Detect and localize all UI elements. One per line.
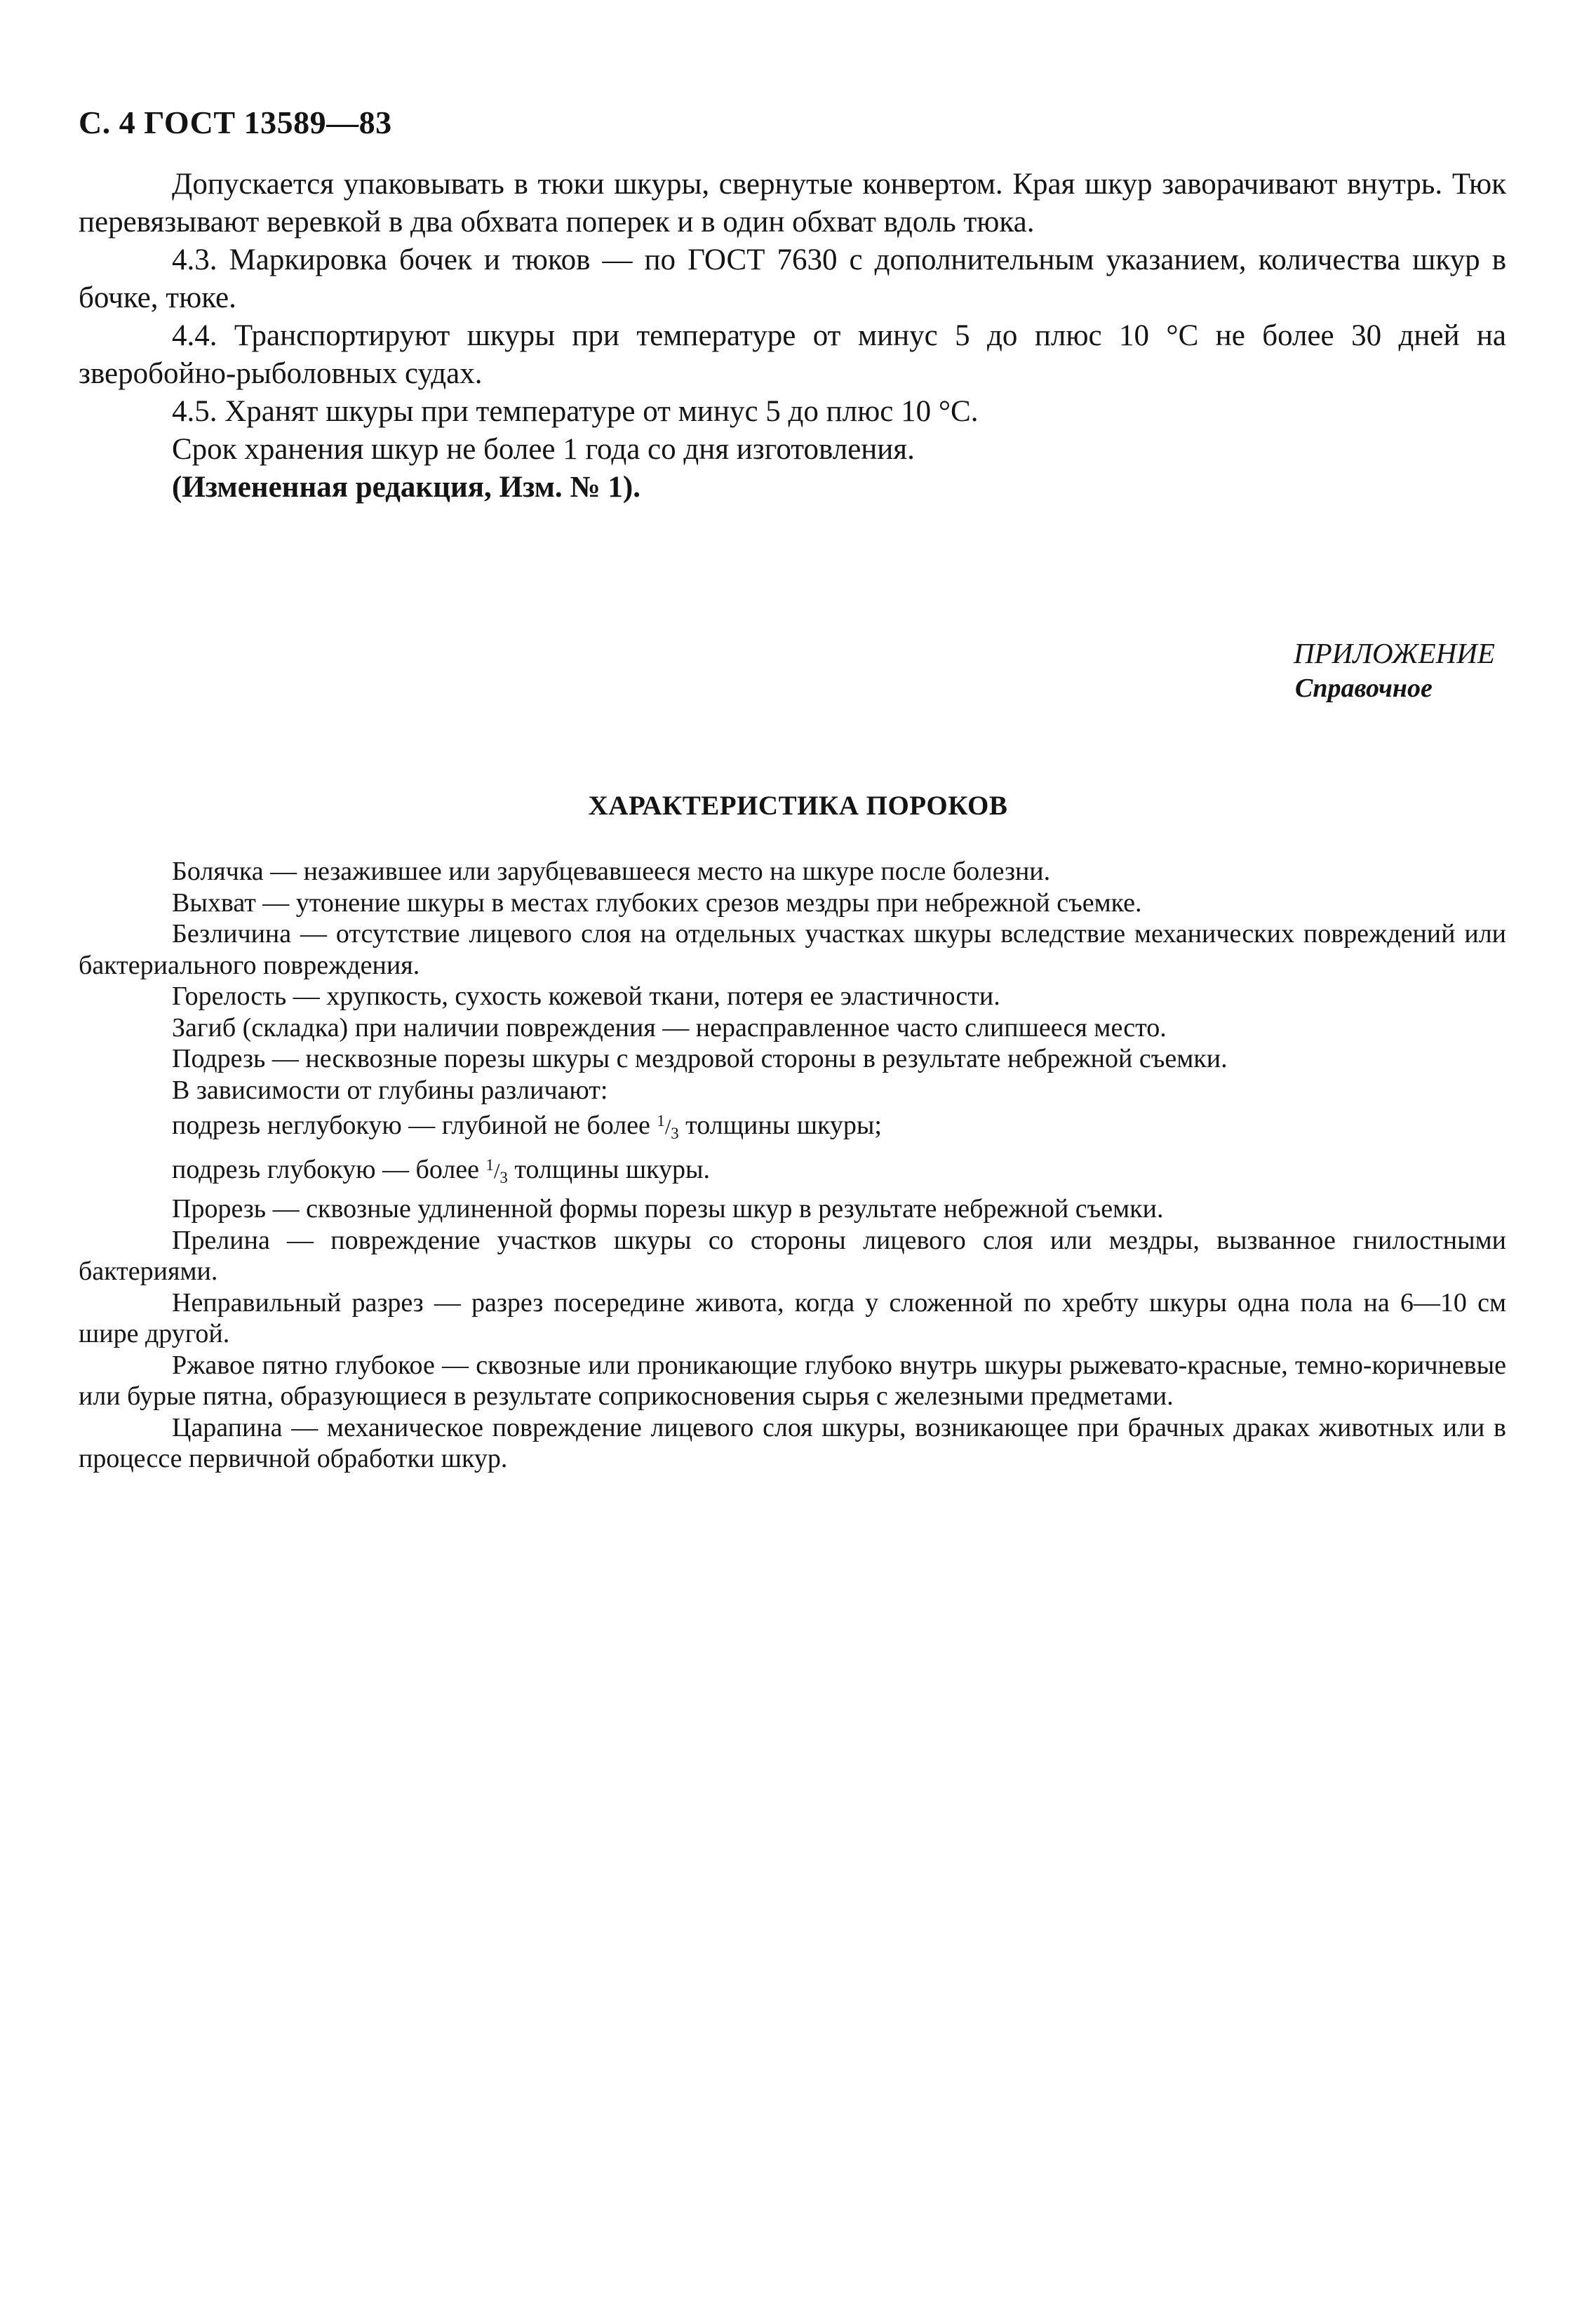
defect-item: Горелость — хрупкость, сухость кожевой ткани, потеря ее эластичности. — [172, 982, 1000, 1011]
paragraph-4-3: 4.3. Маркировка бочек и тюков — по ГОСТ 7630 с дополнительным указанием, количества шкур в бочке, тюке. — [79, 243, 1506, 314]
paragraph-4-5: 4.5. Хранят шкуры при температуре от минус 5 до плюс 10 °С. — [172, 395, 979, 428]
fraction-numerator: 1 — [657, 1112, 665, 1130]
paragraph-4-4: 4.4. Транспортируют шкуры при температуре от минус 5 до плюс 10 °С не более 30 дней на зверобойно-рыболовных судах. — [79, 319, 1506, 390]
defect-item: В зависимости от глубины различают: — [172, 1075, 608, 1105]
paragraph-storage-term: Срок хранения шкур не более 1 года со дня изготовления. — [172, 433, 915, 466]
defect-item: Болячка — незажившее или зарубцевавшееся место на шкуре после болезни. — [172, 857, 1051, 886]
defect-item: Царапина — механическое повреждение лицевого слоя шкуры, возникающее при брачных драках животных или в процессе первичной обработки шкур. — [79, 1412, 1506, 1474]
appendix-title: ПРИЛОЖЕНИЕ — [1294, 637, 1495, 669]
section-packing-storage — [79, 166, 1506, 507]
defect-item: Безличина — отсутствие лицевого слоя на отдельных участках шкуры вследствие механических повреждений или бактериального повреждения. — [79, 919, 1506, 980]
fraction-denominator: 3 — [671, 1125, 679, 1143]
defect-item-shallow-cut — [79, 1106, 1506, 1150]
appendix-subtitle: Справочное — [1295, 674, 1433, 703]
defect-item: Прорезь — сквозные удлиненной формы порезы шкур в результате небрежной съемки. — [172, 1194, 1164, 1224]
deep-cut-text: подрезь глубокую — более — [172, 1154, 480, 1184]
one-third-fraction: $^1/_3$ — [657, 1112, 679, 1143]
paragraph-bales: Допускается упаковывать в тюки шкуры, свернутые конвертом. Края шкур заворачивают внутрь. Тюк перевязывают веревкой в два обхвата поперек и в один обхват вдоль тюка. — [79, 168, 1506, 239]
defect-item: Ржавое пятно глубокое — сквозные или проникающие глубоко внутрь шкуры рыжевато-красные, темно-коричневые или бурые пятна, образующиеся в результате соприкосновения сырья с железными предметами. — [79, 1350, 1506, 1412]
defect-item: Подрезь — несквозные порезы шкуры с мездровой стороны в результате небрежной съемки. — [172, 1044, 1228, 1073]
deep-cut-tail: толщины шкуры. — [514, 1154, 711, 1184]
shallow-cut-tail: толщины шкуры; — [685, 1111, 882, 1141]
page-header: С. 4 ГОСТ 13589—83 — [79, 105, 392, 140]
defect-item: Выхват — утонение шкуры в местах глубоких срезов мездры при небрежной съемке. — [172, 887, 1142, 918]
fraction-numerator: 1 — [485, 1155, 494, 1174]
defect-item: Прелина — повреждение участков шкуры со стороны лицевого слоя или мездры, вызванное гнилостными бактериями. — [79, 1225, 1506, 1287]
fraction-denominator: 3 — [499, 1168, 508, 1186]
one-third-fraction: $^1/_3$ — [485, 1155, 508, 1186]
appendix-label — [1294, 636, 1495, 706]
defect-item: Неправильный разрез — разрез посередине живота, когда у сложенной по хребту шкуры одна пола на 6—10 см шире другой. — [79, 1287, 1506, 1349]
section-title: ХАРАКТЕРИСТИКА ПОРОКОВ — [588, 791, 1008, 821]
defects-list — [79, 856, 1506, 1475]
shallow-cut-text: подрезь неглубокую — глубиной не более — [172, 1111, 650, 1141]
amendment-note: (Измененная редакция, Изм. № 1). — [172, 471, 641, 504]
defect-item: Загиб (складка) при наличии повреждения — нерасправленное часто слипшееся место. — [172, 1012, 1167, 1043]
defect-item-deep-cut — [79, 1150, 1506, 1194]
